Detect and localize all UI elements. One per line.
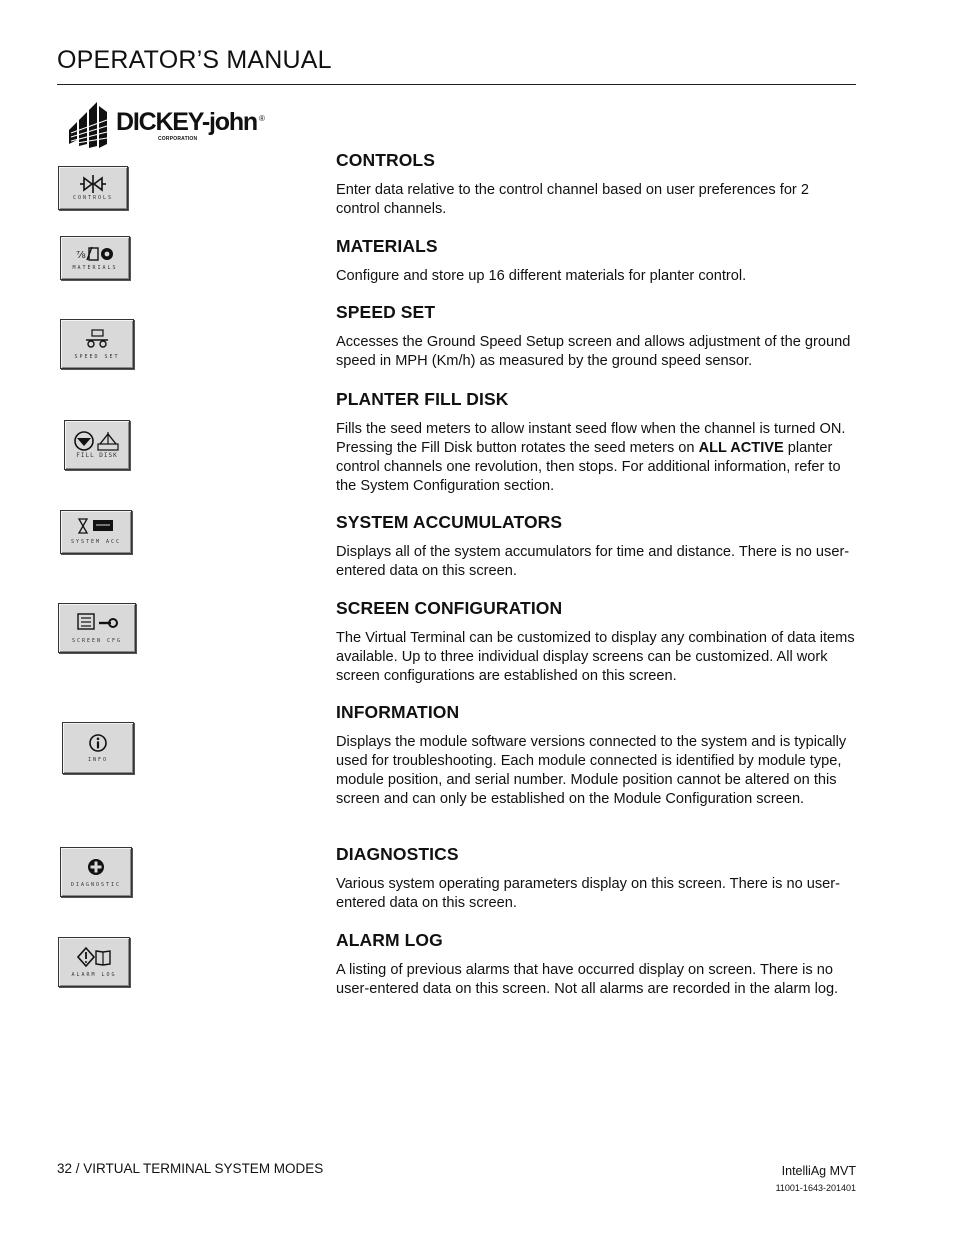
section-body: Enter data relative to the control channel based on user preferences for 2 control channels. [336, 182, 809, 217]
logo-wordmark: DICKEY-john [116, 108, 257, 136]
section-title: INFORMATION [336, 702, 460, 722]
header-rule [57, 84, 856, 85]
manual-title: OPERATOR’S MANUAL [57, 46, 332, 74]
section-title: CONTROLS [336, 150, 435, 170]
screen-cfg-button[interactable] [58, 603, 136, 653]
info-button-caption: INFO [87, 757, 109, 763]
footer-doc-number: 11001-1643-201401 [775, 1183, 856, 1193]
logo-mark-icon [67, 100, 113, 150]
logo-corporation: CORPORATION [158, 136, 198, 142]
section-title: MATERIALS [336, 236, 438, 256]
materials-button-caption: MATERIALS [72, 265, 118, 271]
system-acc-icon [76, 518, 116, 534]
section-speed-set [336, 302, 856, 371]
section-title: SCREEN CONFIGURATION [336, 598, 563, 618]
section-information [336, 702, 856, 809]
controls-button-caption: CONTROLS [72, 195, 114, 201]
system-acc-button[interactable] [60, 510, 132, 554]
system-acc-button-caption: SYSTEM ACC [70, 539, 122, 545]
footer-page-label: 32 / VIRTUAL TERMINAL SYSTEM MODES [57, 1161, 324, 1176]
section-title: PLANTER FILL DISK [336, 389, 509, 409]
screen-cfg-button-caption: SCREEN CFG [71, 638, 123, 644]
materials-icon [75, 244, 115, 264]
speed-set-button-caption: SPEED SET [74, 354, 120, 360]
section-system-accumulators [336, 512, 856, 581]
section-planter-fill-disk [336, 389, 856, 496]
section-controls [336, 150, 856, 219]
footer-product: IntelliAg MVT [781, 1164, 856, 1178]
section-body: Accesses the Ground Speed Setup screen and allows adjustment of the ground speed in MPH (Km/h) as measured by the ground speed sensor. [336, 334, 851, 369]
info-button[interactable] [62, 722, 134, 774]
diagnostic-button-caption: DIAGNOSTIC [70, 882, 122, 888]
info-icon [88, 733, 108, 753]
speed-set-button[interactable] [60, 319, 134, 369]
diagnostic-button[interactable] [60, 847, 132, 897]
section-body: Displays the module software versions connected to the system and is typically used for troubleshooting. Each module connected is identified by module type, module position, and serial number. Module position cannot be altered on this screen and can only be established on the Module Configuration screen. [336, 734, 847, 807]
logo-registered: ® [259, 114, 265, 123]
section-body: Various system operating parameters display on this screen. There is no user-entered data on this screen. [336, 876, 840, 911]
body-text: Fills the seed meters to allow instant seed flow when the channel is turned ON. Pressing the Fill Disk button rotates the seed meters on [336, 421, 846, 456]
body-emphasis: ALL ACTIVE [698, 440, 784, 456]
fill-disk-button[interactable] [64, 420, 130, 470]
section-body: Configure and store up 16 different materials for planter control. [336, 268, 747, 284]
alarm-log-icon [77, 947, 111, 967]
alarm-log-button[interactable] [58, 937, 130, 987]
section-title: SYSTEM ACCUMULATORS [336, 512, 563, 532]
section-title: DIAGNOSTICS [336, 844, 459, 864]
alarm-log-button-caption: ALARM LOG [71, 972, 117, 978]
speed-set-icon [82, 329, 112, 349]
dickey-john-logo [67, 100, 267, 150]
section-body: Displays all of the system accumulators for time and distance. There is no user-entered data on this screen. [336, 544, 850, 579]
fill-disk-button-caption: FILL DISK [76, 452, 118, 459]
svg-text:⅞: ⅞ [76, 250, 86, 261]
section-screen-configuration [336, 598, 856, 686]
section-alarm-log [336, 930, 856, 999]
section-diagnostics [336, 844, 856, 913]
section-materials [336, 236, 856, 286]
diagnostic-icon [86, 857, 106, 877]
section-title: ALARM LOG [336, 930, 443, 950]
controls-button[interactable] [58, 166, 128, 210]
materials-button[interactable] [60, 236, 130, 280]
section-title: SPEED SET [336, 302, 436, 322]
controls-icon [80, 174, 106, 194]
fill-disk-icon [73, 430, 121, 452]
body-text: planter control channels one revolution, then stops. For additional information, refer to the System Configuration section. [336, 440, 841, 494]
section-body: A listing of previous alarms that have occurred display on screen. There is no user-entered data on this screen. Not all alarms are recorded in the alarm log. [336, 962, 839, 997]
screen-cfg-icon [75, 613, 119, 631]
section-body: The Virtual Terminal can be customized to display any combination of data items available. Up to three individual display screens can be customized. All work screen configurations are established on this screen. [336, 630, 855, 684]
section-body [336, 420, 856, 496]
